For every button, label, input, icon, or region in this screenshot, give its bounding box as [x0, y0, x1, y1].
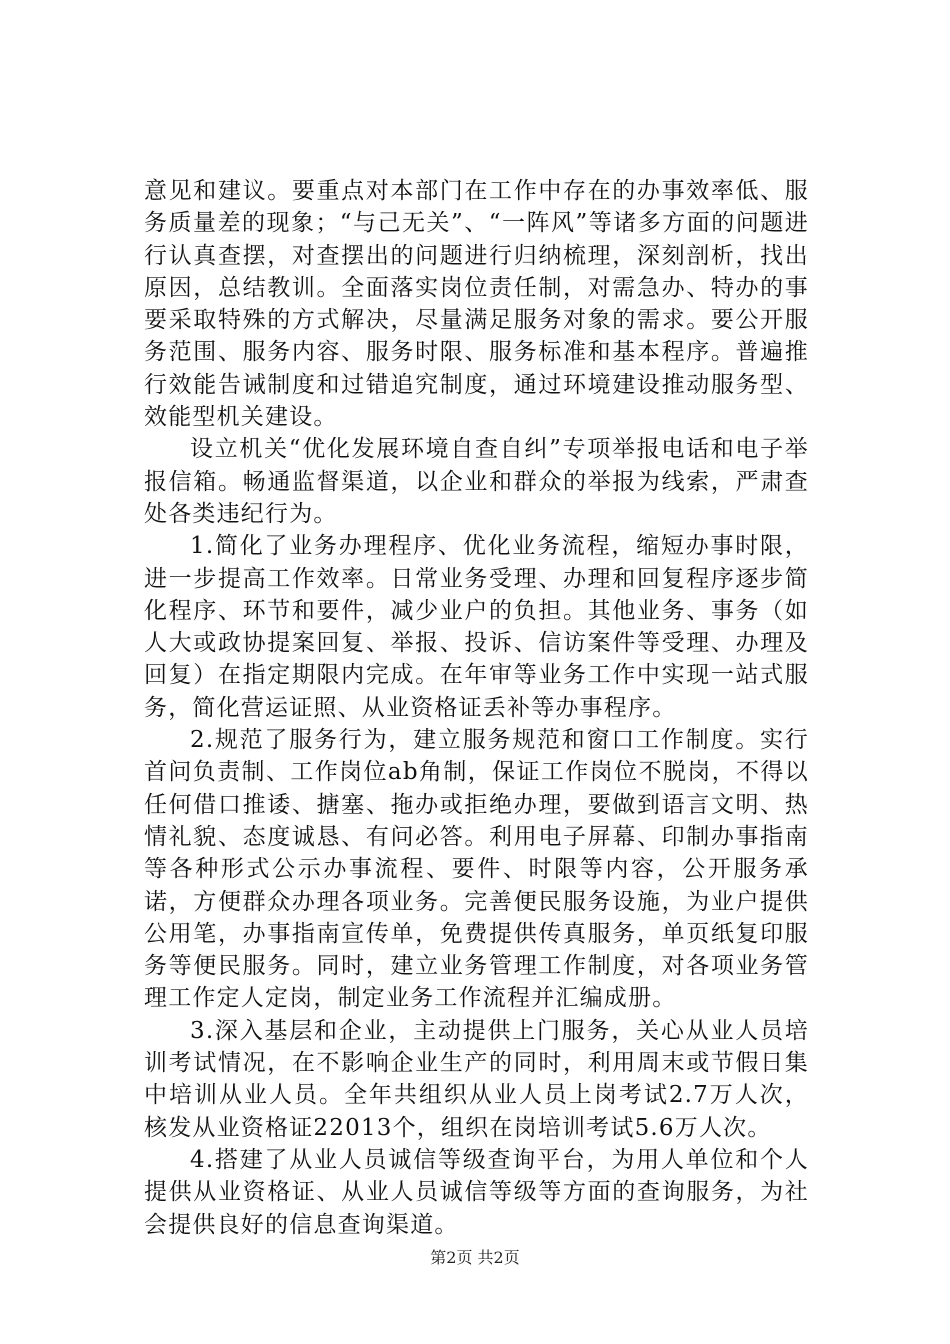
paragraph-item-2: 2.规范了服务行为，建立服务规范和窗口工作制度。实行首问负责制、工作岗位ab角制，保证工作岗位不脱岗，不得以任何借口推诿、搪塞、拖办或拒绝办理，要做到语言文明、热情礼貌、态度诚恳、有问必答。利用电子屏幕、印制办事指南等各种形式公示办事流程、要件、时限等内容，公开服务承诺，方便群众办理各项业务。完善便民服务设施，为业户提供公用笔，办事指南宣传单，免费提供传真服务，单页纸复印服务等便民服务。同时，建立业务管理工作制度，对各项业务管理工作定人定岗，制定业务工作流程并汇编成册。	[144, 727, 809, 1012]
paragraph-item-4: 4.搭建了从业人员诚信等级查询平台，为用人单位和个人提供从业资格证、从业人员诚信等级等方面的查询服务，为社会提供良好的信息查询渠道。	[144, 1146, 809, 1238]
paragraph-report-hotline: 设立机关“优化发展环境自查自纠”专项举报电话和电子举报信箱。畅通监督渠道，以企业和群众的举报为线索，严肃查处各类违纪行为。	[144, 436, 809, 527]
paragraph-item-3: 3.深入基层和企业，主动提供上门服务，关心从业人员培训考试情况，在不影响企业生产的同时，利用周末或节假日集中培训从业人员。全年共组织从业人员上岗考试2.7万人次，核发从业资格证22013个，组织在岗培训考试5.6万人次。	[144, 1017, 809, 1141]
document-body	[144, 175, 809, 1241]
page-number-footer: 第2页 共2页	[430, 1248, 520, 1267]
paragraph-continuation: 意见和建议。要重点对本部门在工作中存在的办事效率低、服务质量差的现象；“与己无关”、“一阵风”等诸多方面的问题进行认真查摆，对查摆出的问题进行归纳梳理，深刻剖析，找出原因，总结教训。全面落实岗位责任制，对需急办、特办的事要采取特殊的方式解决，尽量满足服务对象的需求。要公开服务范围、服务内容、服务时限、服务标准和基本程序。普遍推行效能告诫制度和过错追究制度，通过环境建设推动服务型、效能型机关建设。	[144, 178, 809, 431]
paragraph-item-1: 1.简化了业务办理程序、优化业务流程，缩短办事时限，进一步提高工作效率。日常业务受理、办理和回复程序逐步简化程序、环节和要件，减少业户的负担。其他业务、事务（如人大或政协提案回复、举报、投诉、信访案件等受理、办理及回复）在指定期限内完成。在年审等业务工作中实现一站式服务，简化营运证照、从业资格证丢补等办事程序。	[144, 533, 809, 721]
